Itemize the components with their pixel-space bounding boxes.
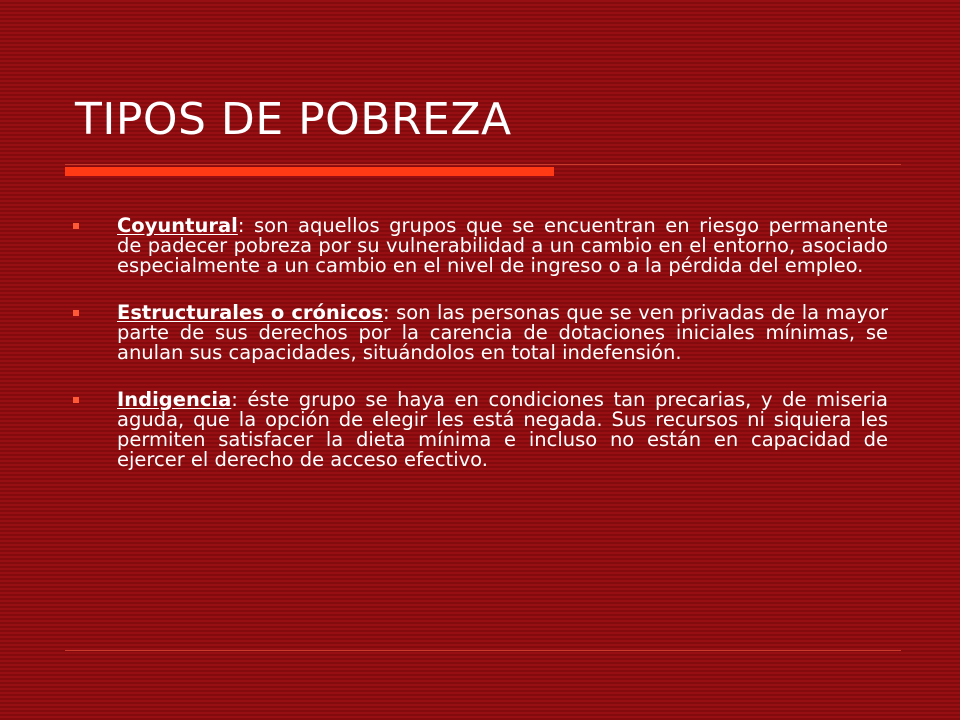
bullet-estructurales	[67, 303, 888, 363]
bullet-text: : son aquellos grupos que se encuentran en riesgo permanente de padecer pobreza por su vulnerabilidad a un cambio en el entorno, asociado especialmente a un cambio en el nivel de ingreso o a la pérdida del empleo.	[117, 214, 888, 277]
bullet-term: Indigencia	[117, 388, 232, 411]
bullet-term: Estructurales o crónicos	[117, 301, 384, 324]
bullet-coyuntural	[67, 216, 888, 276]
title-divider-line	[65, 164, 901, 165]
bullet-indigencia	[67, 390, 888, 470]
square-bullet-icon	[73, 397, 79, 403]
square-bullet-icon	[73, 223, 79, 229]
title-accent-bar	[65, 167, 554, 176]
slide-title: TIPOS DE POBREZA	[75, 94, 512, 145]
bullet-term: Coyuntural	[117, 214, 238, 237]
bullet-text: : son las personas que se ven privadas de la mayor parte de sus derechos por la carencia de dotaciones iniciales mínimas, se anulan sus capacidades, situándolos en total indefensión.	[117, 301, 888, 364]
bullet-list	[67, 216, 888, 497]
bullet-text: : éste grupo se haya en condiciones tan precarias, y de miseria aguda, que la opción de elegir les está negada. Sus recursos ni siquiera les permiten satisfacer la dieta mínima e incluso no están en capacidad de ejercer el derecho de acceso efectivo.	[117, 388, 888, 471]
square-bullet-icon	[73, 310, 79, 316]
footer-divider-line	[65, 650, 901, 651]
